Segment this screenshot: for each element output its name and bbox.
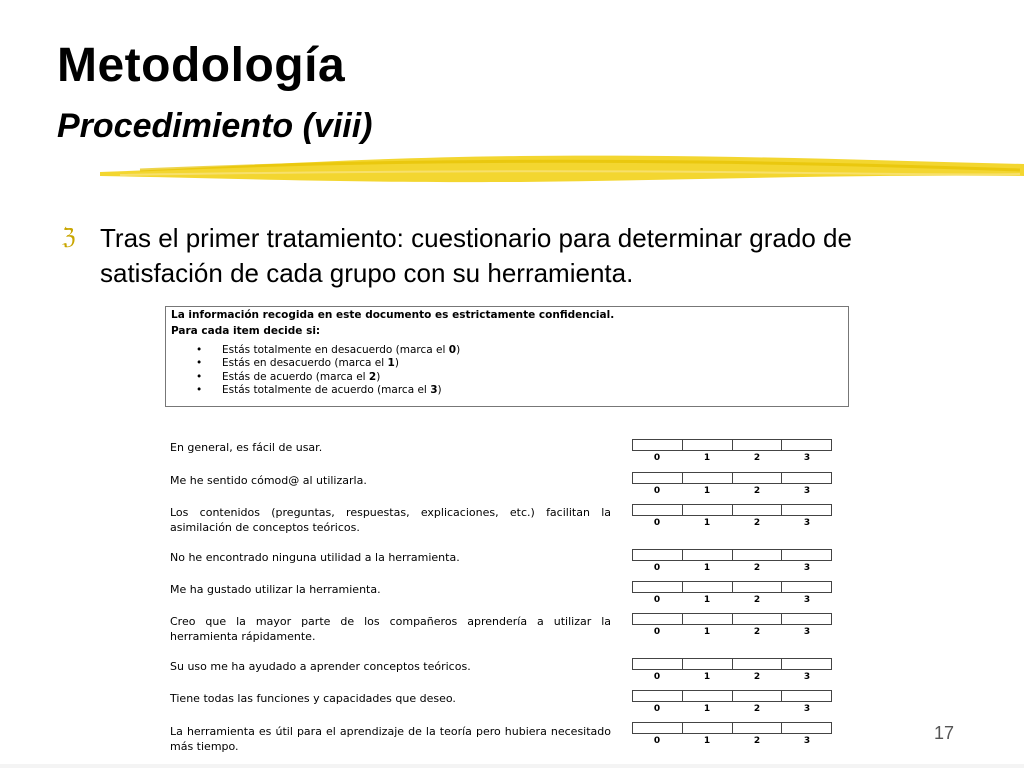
rating-label: 2 [753,563,761,573]
question-2: Me he sentido cómod@ al utilizarla. [170,474,367,487]
rating-box[interactable] [781,723,831,733]
question-4: No he encontrado ninguna utilidad a la herramienta. [170,551,460,564]
rating-box[interactable] [633,614,682,624]
rating-box[interactable] [732,723,782,733]
rating-label: 1 [703,736,711,746]
slide-subtitle: Procedimiento (viii) [57,107,373,145]
rating-box[interactable] [732,614,782,624]
rating-scale [632,690,832,716]
option-item: • Estás totalmente de acuerdo (marca el 3) [196,384,442,396]
rating-label: 1 [703,672,711,682]
rating-label: 1 [703,486,711,496]
rating-label: 1 [703,518,711,528]
option-item: • Estás en desacuerdo (marca el 1) [196,357,399,369]
confidentiality-notice: La información recogida en este documento es estrictamente confidencial. [171,309,615,321]
rating-label: 0 [653,704,661,714]
question-5: Me ha gustado utilizar la herramienta. [170,583,381,596]
rating-scale [632,439,832,465]
rating-box[interactable] [682,473,732,483]
rating-box[interactable] [682,659,732,669]
highlighter-stroke-decoration [100,150,1024,186]
rating-scale [632,581,832,607]
rating-box[interactable] [781,691,831,701]
rating-label: 2 [753,672,761,682]
rating-label: 0 [653,736,661,746]
instructions-heading: Para cada item decide si: [171,325,321,337]
rating-box[interactable] [732,473,782,483]
rating-label: 3 [803,627,811,637]
rating-scale [632,504,832,530]
rating-box[interactable] [633,550,682,560]
rating-label: 2 [753,518,761,528]
rating-label: 2 [753,704,761,714]
rating-label: 0 [653,518,661,528]
rating-scale [632,472,832,498]
rating-box[interactable] [732,582,782,592]
rating-box[interactable] [633,659,682,669]
rating-box[interactable] [682,505,732,515]
rating-box[interactable] [682,582,732,592]
rating-label: 3 [803,563,811,573]
rating-box[interactable] [682,550,732,560]
rating-box[interactable] [732,691,782,701]
rating-box[interactable] [732,659,782,669]
rating-label: 3 [803,595,811,605]
rating-label: 3 [803,672,811,682]
footer-divider [0,764,1024,768]
rating-label: 2 [753,736,761,746]
rating-box[interactable] [633,440,682,450]
rating-box[interactable] [682,691,732,701]
rating-label: 1 [703,704,711,714]
rating-label: 2 [753,627,761,637]
rating-label: 3 [803,704,811,714]
rating-label: 3 [803,518,811,528]
rating-box[interactable] [633,723,682,733]
rating-label: 2 [753,453,761,463]
rating-box[interactable] [633,691,682,701]
rating-scale [632,658,832,684]
z-bullet-icon: ℨ [62,225,76,250]
rating-label: 2 [753,595,761,605]
rating-label: 0 [653,453,661,463]
rating-box[interactable] [633,505,682,515]
rating-label: 1 [703,563,711,573]
rating-box[interactable] [781,582,831,592]
rating-label: 3 [803,486,811,496]
rating-label: 0 [653,672,661,682]
rating-box[interactable] [633,582,682,592]
rating-scale [632,549,832,575]
option-item: • Estás totalmente en desacuerdo (marca el 0) [196,344,461,356]
rating-box[interactable] [781,614,831,624]
rating-label: 3 [803,453,811,463]
rating-box[interactable] [781,550,831,560]
question-1: En general, es fácil de usar. [170,441,323,454]
question-8: Tiene todas las funciones y capacidades que deseo. [170,692,456,705]
rating-box[interactable] [633,473,682,483]
rating-box[interactable] [682,440,732,450]
rating-box[interactable] [781,473,831,483]
rating-label: 1 [703,453,711,463]
rating-label: 0 [653,563,661,573]
rating-label: 0 [653,486,661,496]
bullet-text: Tras el primer tratamiento: cuestionario para determinar grado de satisfación de cada grupo con su herramienta. [100,223,852,288]
option-item: • Estás de acuerdo (marca el 2) [196,371,381,383]
rating-box[interactable] [732,550,782,560]
question-9: La herramienta es útil para el aprendizaje de la teoría pero hubiera necesitado más tiempo. [170,725,611,753]
rating-scale [632,613,832,639]
rating-box[interactable] [732,440,782,450]
rating-box[interactable] [781,440,831,450]
rating-box[interactable] [682,614,732,624]
rating-label: 1 [703,595,711,605]
rating-label: 3 [803,736,811,746]
rating-box[interactable] [781,505,831,515]
question-6: Creo que la mayor parte de los compañeros aprendería a utilizar la herramienta rápidamente. [170,615,611,643]
rating-label: 1 [703,627,711,637]
slide-title: Metodología [57,39,346,92]
rating-label: 0 [653,627,661,637]
rating-box[interactable] [682,723,732,733]
rating-box[interactable] [781,659,831,669]
question-7: Su uso me ha ayudado a aprender conceptos teóricos. [170,660,471,673]
rating-label: 0 [653,595,661,605]
rating-label: 2 [753,486,761,496]
rating-scale [632,722,832,748]
page-number: 17 [934,723,955,743]
rating-box[interactable] [732,505,782,515]
questionnaire-instructions-box [165,306,849,407]
question-3: Los contenidos (preguntas, respuestas, explicaciones, etc.) facilitan la asimilación de conceptos teóricos. [170,506,611,534]
